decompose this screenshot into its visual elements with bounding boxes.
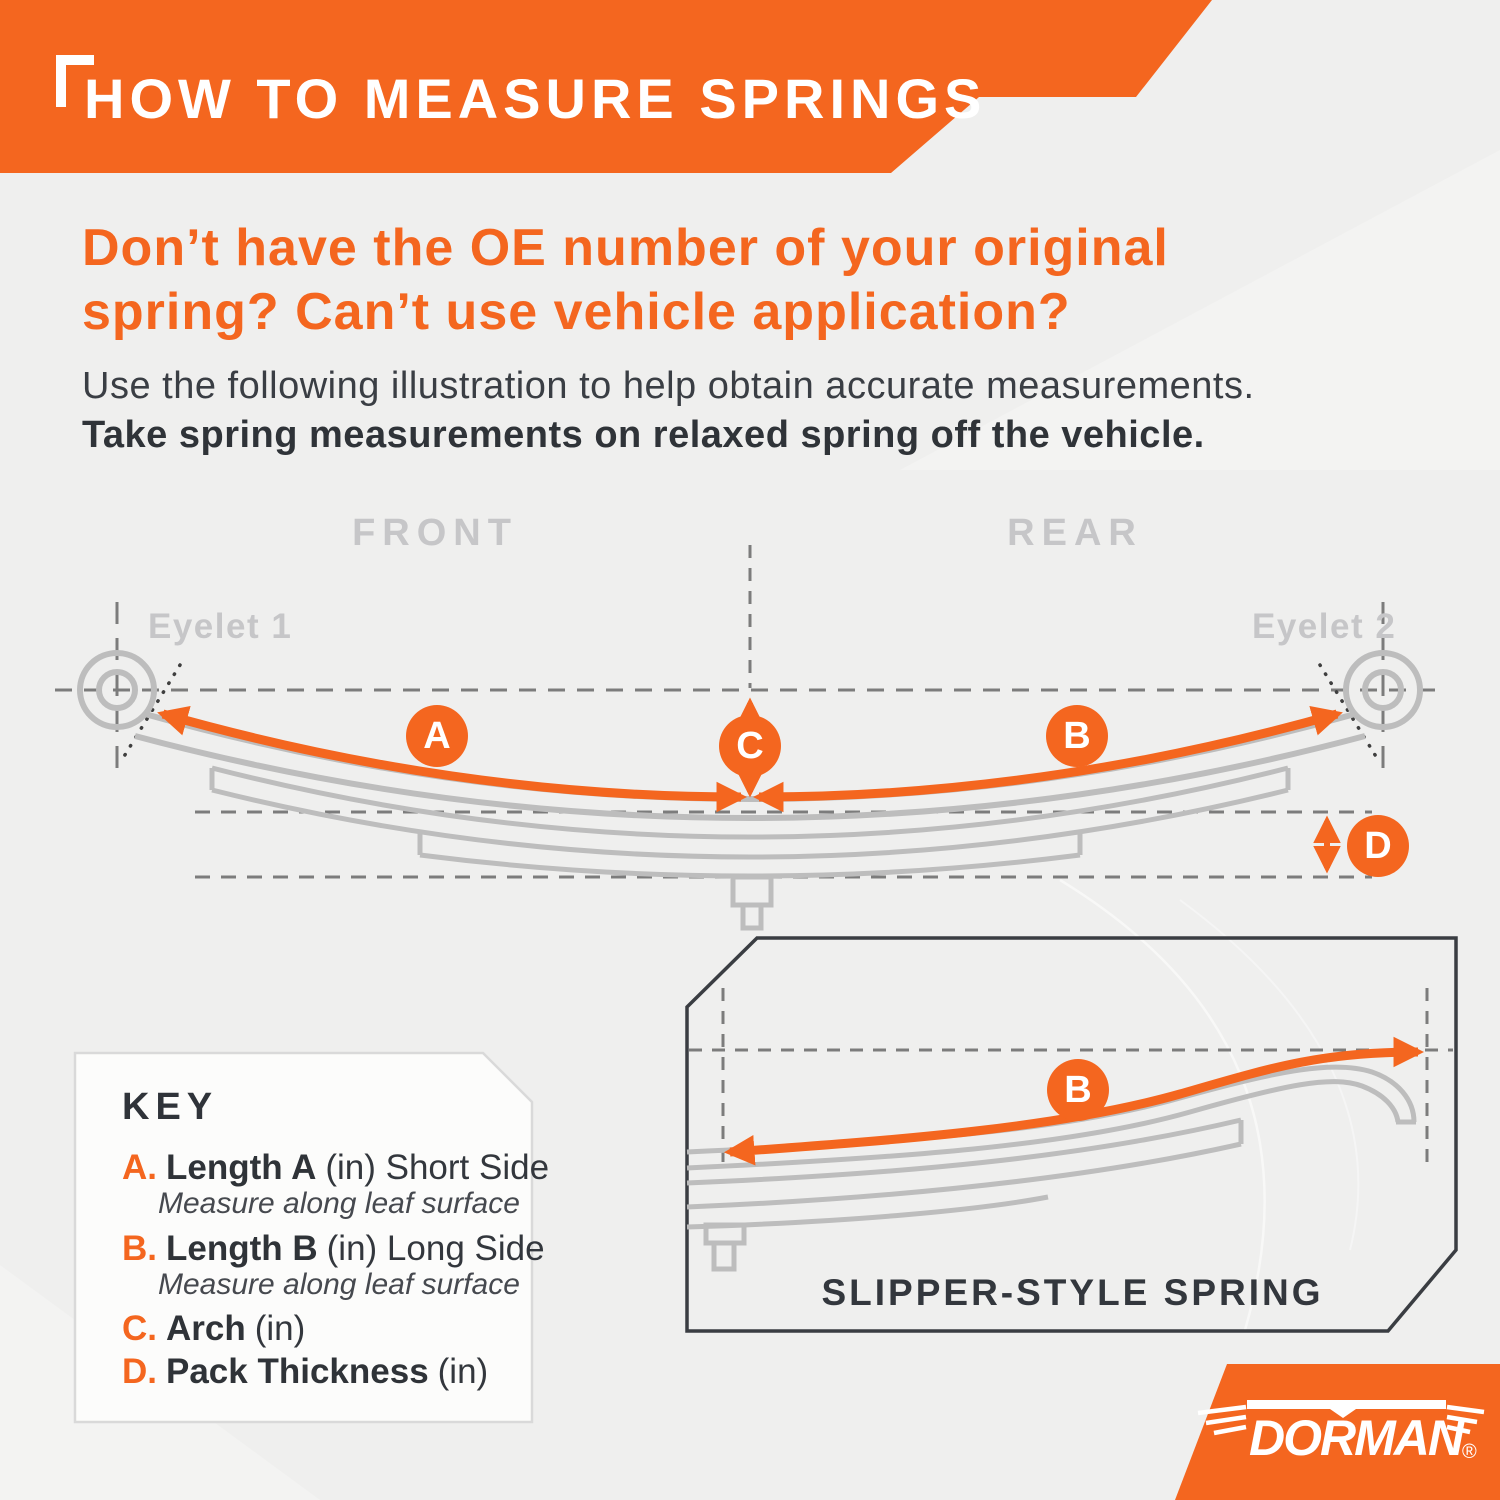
registered-mark: ® <box>1462 1441 1477 1463</box>
key-item-c-name: Arch <box>166 1309 246 1348</box>
key-panel-title: KEY <box>122 1086 219 1128</box>
intro-body <box>82 362 1462 460</box>
key-item-d-name: Pack Thickness <box>166 1352 429 1391</box>
intro-body-line2: Take spring measurements on relaxed spring off the vehicle. <box>82 414 1205 456</box>
key-item-b-letter: B. <box>122 1229 157 1268</box>
key-item-a-name: Length A <box>166 1148 317 1187</box>
intro-heading <box>82 216 1442 344</box>
intro-heading-line1: Don’t have the OE number of your original <box>82 219 1169 277</box>
intro-heading-line2: spring? Can’t use vehicle application? <box>82 283 1071 341</box>
key-item-c-letter: C. <box>122 1309 157 1348</box>
key-item-d-detail: (in) <box>437 1352 489 1391</box>
slipper-bolt-stem <box>714 1243 734 1269</box>
key-item-b-note: Measure along leaf surface <box>158 1268 520 1301</box>
marker-c-badge: C <box>719 715 781 777</box>
key-item-d <box>122 1352 488 1392</box>
brand-wordmark: DORMAN <box>1249 1410 1462 1466</box>
eyelet2-label: Eyelet 2 <box>1252 607 1397 646</box>
front-label: FRONT <box>352 512 518 554</box>
eyelet1-label: Eyelet 1 <box>148 607 293 646</box>
marker-d-badge: D <box>1347 815 1409 877</box>
marker-a-badge: A <box>406 705 468 767</box>
center-bolt-head <box>733 877 771 905</box>
footer-brand-block <box>1175 1364 1500 1500</box>
page-title: HOW TO MEASURE SPRINGS <box>84 67 987 130</box>
key-item-a-note: Measure along leaf surface <box>158 1187 520 1220</box>
inset-title: SLIPPER-STYLE SPRING <box>821 1272 1324 1313</box>
center-bolt-stem <box>743 905 761 928</box>
key-item-a-letter: A. <box>122 1148 157 1187</box>
inset-marker-b-badge: B <box>1047 1059 1109 1121</box>
key-item-b-detail: (in) Long Side <box>326 1229 545 1268</box>
key-item-b-name: Length B <box>166 1229 318 1268</box>
key-item-b <box>122 1229 545 1269</box>
intro-body-line1: Use the following illustration to help obtain accurate measurements. <box>82 365 1255 407</box>
marker-b-badge: B <box>1046 705 1108 767</box>
key-item-c-detail: (in) <box>254 1309 306 1348</box>
key-item-c <box>122 1309 305 1349</box>
rear-label: REAR <box>1007 512 1143 554</box>
key-item-a-detail: (in) Short Side <box>325 1148 550 1187</box>
key-item-a <box>122 1148 549 1188</box>
key-item-d-letter: D. <box>122 1352 157 1391</box>
